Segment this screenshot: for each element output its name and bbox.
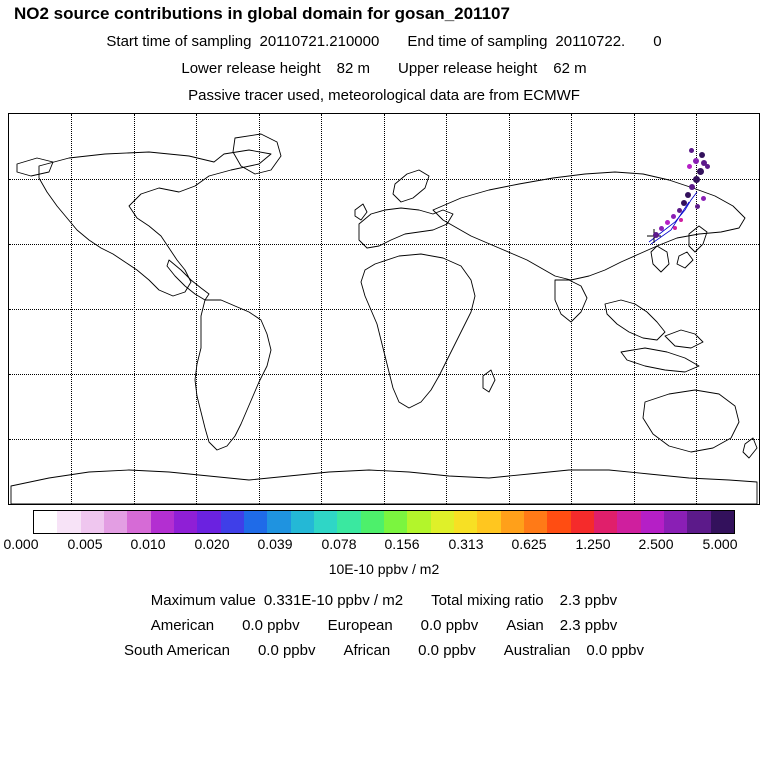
region-name-african: African bbox=[343, 642, 391, 659]
summary-line bbox=[0, 592, 768, 609]
region-value-australian: 0.0 ppbv bbox=[586, 642, 644, 659]
map-canvas bbox=[9, 114, 759, 504]
release-site-marker bbox=[9, 114, 759, 504]
cbar-tick-3: 0.020 bbox=[194, 536, 230, 552]
end-time-label: End time of sampling bbox=[407, 33, 548, 50]
colorbar bbox=[33, 510, 735, 534]
cbar-tick-2: 0.010 bbox=[130, 536, 166, 552]
start-time-label: Start time of sampling bbox=[106, 33, 252, 50]
tracer-note: Passive tracer used, meteorological data are from ECMWF bbox=[188, 87, 580, 104]
region-row-2 bbox=[0, 642, 768, 659]
cbar-tick-11: 5.000 bbox=[702, 536, 738, 552]
region-value-african: 0.0 ppbv bbox=[418, 642, 476, 659]
lower-release-value: 82 m bbox=[336, 60, 370, 77]
region-value-european: 0.0 ppbv bbox=[420, 617, 479, 634]
region-name-american: American bbox=[150, 617, 215, 634]
sampling-time-line bbox=[0, 33, 768, 50]
cbar-tick-0: 0.000 bbox=[3, 536, 39, 552]
colorbar-tick-labels bbox=[0, 536, 768, 552]
start-time-value: 20110721.210000 bbox=[259, 33, 380, 50]
map-panel[interactable] bbox=[8, 113, 760, 505]
region-value-american: 0.0 ppbv bbox=[242, 617, 300, 634]
upper-release-value: 62 m bbox=[553, 60, 587, 77]
region-value-south-american: 0.0 ppbv bbox=[257, 642, 316, 659]
cbar-tick-6: 0.156 bbox=[384, 536, 420, 552]
cbar-tick-5: 0.078 bbox=[321, 536, 357, 552]
max-value-label: Maximum value bbox=[150, 592, 256, 609]
cbar-tick-7: 0.313 bbox=[448, 536, 484, 552]
region-name-australian: Australian bbox=[503, 642, 571, 659]
total-mixing-ratio-label: Total mixing ratio bbox=[431, 592, 544, 609]
cbar-tick-1: 0.005 bbox=[67, 536, 103, 552]
cbar-tick-8: 0.625 bbox=[511, 536, 547, 552]
page-title: NO2 source contributions in global domain for gosan_201107 bbox=[14, 4, 510, 23]
region-name-european: European bbox=[327, 617, 393, 634]
total-mixing-ratio-value: 2.3 ppbv bbox=[559, 592, 618, 609]
cbar-tick-10: 2.500 bbox=[638, 536, 674, 552]
end-time-value-extra: 0 bbox=[653, 33, 662, 50]
lower-release-label: Lower release height bbox=[181, 60, 321, 77]
release-height-line bbox=[0, 60, 768, 77]
region-name-asian: Asian bbox=[506, 617, 544, 634]
colorbar-unit-label: 10E-10 ppbv / m2 bbox=[328, 561, 440, 577]
end-time-value: 20110722. bbox=[555, 33, 626, 50]
upper-release-label: Upper release height bbox=[398, 60, 538, 77]
max-value: 0.331E-10 ppbv / m2 bbox=[263, 592, 404, 609]
region-name-south-american: South American bbox=[124, 642, 230, 659]
region-row-1 bbox=[0, 617, 768, 634]
cbar-tick-9: 1.250 bbox=[575, 536, 611, 552]
region-value-asian: 2.3 ppbv bbox=[559, 617, 618, 634]
cbar-tick-4: 0.039 bbox=[257, 536, 293, 552]
